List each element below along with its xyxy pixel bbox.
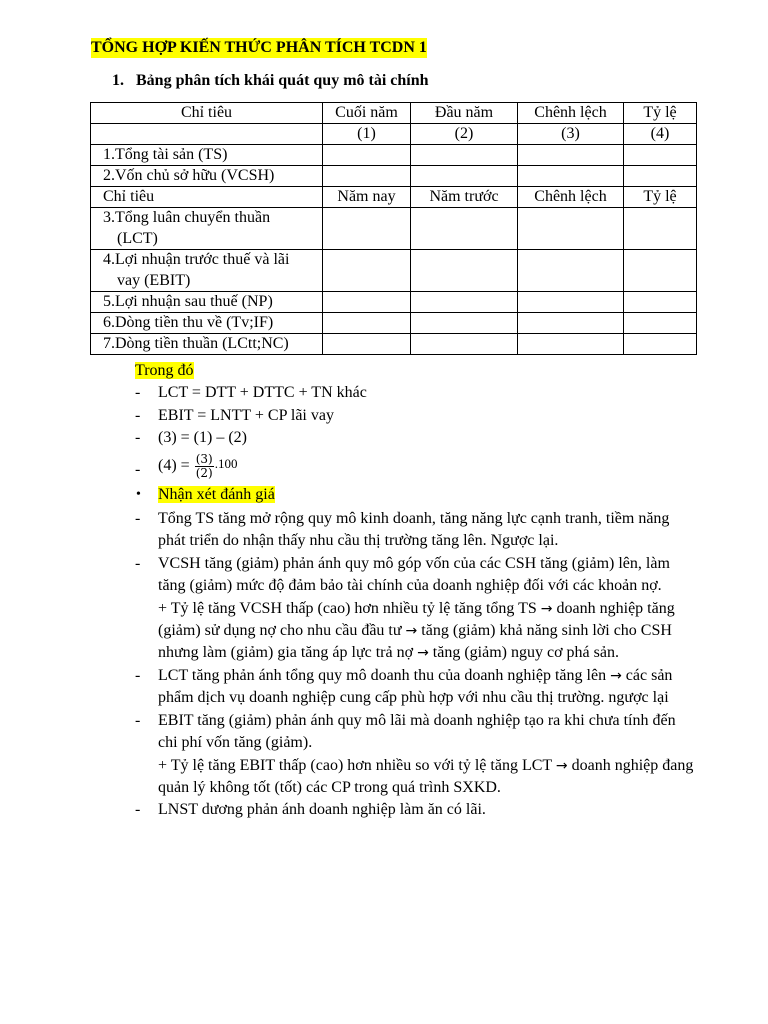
evaluation-text: LCT tăng phản ánh tổng quy mô doanh thu của doanh nghiệp tăng lên: [158, 666, 607, 684]
table-header-cell: [91, 124, 323, 145]
dash-marker: -: [135, 711, 141, 729]
table-row: [91, 145, 697, 166]
table-header-cell: Chênh lệch: [518, 103, 624, 124]
fraction: [195, 453, 214, 480]
formula-text: EBIT = LNTT + CP lãi vay: [158, 406, 334, 424]
table-header-cell: Đầu năm: [411, 103, 518, 124]
evaluation-text: tăng (giảm) khả năng sinh lời cho CSH nhưng làm (giảm) gia tăng áp lực trả nợ: [158, 622, 672, 662]
formula-item: [135, 382, 695, 404]
dash-marker: -: [135, 554, 141, 572]
evaluation-text: doanh nghiệp đang quản lý không tốt (tốt) các CP trong quá trình SXKD.: [158, 756, 694, 796]
dash-marker: -: [135, 406, 141, 424]
table-header-cell: Tỷ lệ: [624, 187, 697, 208]
evaluation-text: tăng (giảm) nguy cơ phá sản.: [432, 644, 619, 662]
table-row: [91, 334, 697, 355]
table-header-cell: Tỷ lệ: [624, 103, 697, 124]
section-number: 1.: [112, 72, 124, 89]
evaluation-text: các sản phẩm dịch vụ doanh nghiệp cung cấp phù hợp với nhu cầu thị trường. ngược lại: [158, 666, 673, 707]
dash-marker: -: [135, 460, 141, 478]
table-cell: [624, 145, 697, 166]
row-label-line: (LCT): [117, 229, 158, 247]
table-cell: [518, 145, 624, 166]
table-cell: [323, 334, 411, 355]
table-cell: [624, 292, 697, 313]
trong-do-label: Trong đó: [135, 362, 194, 379]
table-header-cell: Chỉ tiêu: [91, 103, 323, 124]
arrow-right-icon: →: [540, 600, 553, 617]
table-cell: [624, 250, 697, 292]
arrow-right-icon: →: [405, 623, 418, 640]
formula-text: LCT = DTT + DTTC + TN khác: [158, 384, 367, 402]
evaluation-text: LNST dương phản ánh doanh nghiệp làm ăn có lãi.: [158, 801, 486, 819]
row-label-equity: 2.Vốn chủ sở hữu (VCSH): [91, 166, 323, 187]
page-title: TỔNG HỢP KIẾN THỨC PHÂN TÍCH TCDN 1: [91, 39, 427, 56]
table-cell: [323, 250, 411, 292]
formula-text: (3) = (1) – (2): [158, 429, 247, 447]
arrow-right-icon: →: [417, 645, 429, 662]
evaluation-text: VCSH tăng (giảm) phản ánh quy mô góp vốn của các CSH tăng (giảm) lên, làm tăng (giảm) mức độ đảm bảo tài chính của doanh nghiệp đối với các khoản nợ.: [158, 554, 670, 595]
table-row: [91, 313, 697, 334]
table-row: [91, 292, 697, 313]
table-cell: [518, 334, 624, 355]
table-cell: [624, 208, 697, 250]
evaluation-heading: [135, 484, 695, 506]
table-cell: [411, 334, 518, 355]
table-cell: [411, 208, 518, 250]
evaluation-heading-text: Nhận xét đánh giá: [158, 485, 275, 503]
evaluation-item: [135, 799, 695, 821]
table-header-cell: (2): [411, 124, 518, 145]
table-cell: [624, 166, 697, 187]
table-cell: [518, 250, 624, 292]
arrow-right-icon: →: [555, 757, 568, 774]
table-cell: [624, 334, 697, 355]
evaluation-item: [135, 710, 695, 800]
formula-multiplier: .100: [214, 455, 238, 471]
row-label-line: 3.Tổng luân chuyển thuần: [103, 209, 271, 226]
table-cell: [323, 145, 411, 166]
dash-marker: -: [135, 801, 141, 819]
table-header-row: [91, 187, 697, 208]
row-label-total-assets: 1.Tổng tài sản (TS): [91, 145, 323, 166]
table-cell: [518, 313, 624, 334]
row-label-line: 4.Lợi nhuận trước thuế và lãi: [103, 251, 290, 268]
evaluation-item: [135, 508, 695, 553]
table-header-cell: (4): [624, 124, 697, 145]
evaluation-text: doanh nghiệp tăng (giảm) sử dụng nợ cho nhu cầu đầu tư: [158, 599, 675, 640]
dash-marker: -: [135, 510, 141, 528]
row-label-ebit: [91, 250, 323, 292]
table-cell: [624, 313, 697, 334]
evaluation-text: + Tỷ lệ tăng VCSH thấp (cao) hơn nhiều tỷ lệ tăng tổng TS: [158, 599, 537, 617]
table-cell: [411, 145, 518, 166]
table-header-cell: Chỉ tiêu: [91, 187, 323, 208]
evaluation-text: Tổng TS tăng mở rộng quy mô kinh doanh, tăng năng lực cạnh tranh, tiềm năng phát triển do nhận thấy nhu cầu thị trường tăng lên. Ngược lại.: [158, 510, 670, 550]
evaluation-item: [135, 665, 695, 710]
table-header-cell: Cuối năm: [323, 103, 411, 124]
notes-section: [135, 360, 695, 822]
table-cell: [411, 250, 518, 292]
table-column-index-row: [91, 124, 697, 145]
table-header-row: [91, 103, 697, 124]
table-row: [91, 166, 697, 187]
financial-scale-table: [90, 102, 697, 355]
row-label-cash-inflow: 6.Dòng tiền thu về (Tv;IF): [91, 313, 323, 334]
table-cell: [518, 292, 624, 313]
table-header-cell: Năm trước: [411, 187, 518, 208]
table-cell: [411, 166, 518, 187]
table-cell: [323, 313, 411, 334]
fraction-numerator: (3): [195, 451, 213, 466]
formula-text: (4) =: [158, 456, 190, 474]
section-heading-text: Bảng phân tích khái quát quy mô tài chính: [136, 72, 429, 89]
table-cell: [518, 166, 624, 187]
bullet-marker: •: [136, 486, 141, 502]
row-label-line: vay (EBIT): [117, 271, 191, 289]
section-heading: [112, 71, 429, 91]
evaluation-item: [135, 553, 695, 665]
dash-marker: -: [135, 384, 141, 402]
formula-item: [135, 405, 695, 427]
table-cell: [411, 313, 518, 334]
table-cell: [411, 292, 518, 313]
formula-item: [135, 453, 695, 480]
table-cell: [518, 208, 624, 250]
table-row: [91, 250, 697, 292]
table-header-cell: (3): [518, 124, 624, 145]
formula-item: [135, 427, 695, 449]
evaluation-text: EBIT tăng (giảm) phản ánh quy mô lãi mà doanh nghiệp tạo ra khi chưa tính đến chi phí vốn tăng (giảm).: [158, 711, 676, 752]
arrow-right-icon: →: [610, 667, 622, 684]
table-header-cell: Năm nay: [323, 187, 411, 208]
fraction-denominator: (2): [195, 465, 213, 480]
row-label-net-cash-flow: 7.Dòng tiền thuần (LCtt;NC): [91, 334, 323, 355]
table-cell: [323, 208, 411, 250]
table-cell: [323, 292, 411, 313]
table-header-cell: (1): [323, 124, 411, 145]
table-cell: [323, 166, 411, 187]
table-header-cell: Chênh lệch: [518, 187, 624, 208]
dash-marker: -: [135, 429, 141, 447]
evaluation-text: + Tỷ lệ tăng EBIT thấp (cao) hơn nhiều so với tỷ lệ tăng LCT: [158, 756, 552, 774]
row-label-net-turnover: [91, 208, 323, 250]
row-label-net-profit: 5.Lợi nhuận sau thuế (NP): [91, 292, 323, 313]
table-row: [91, 208, 697, 250]
dash-marker: -: [135, 666, 141, 684]
